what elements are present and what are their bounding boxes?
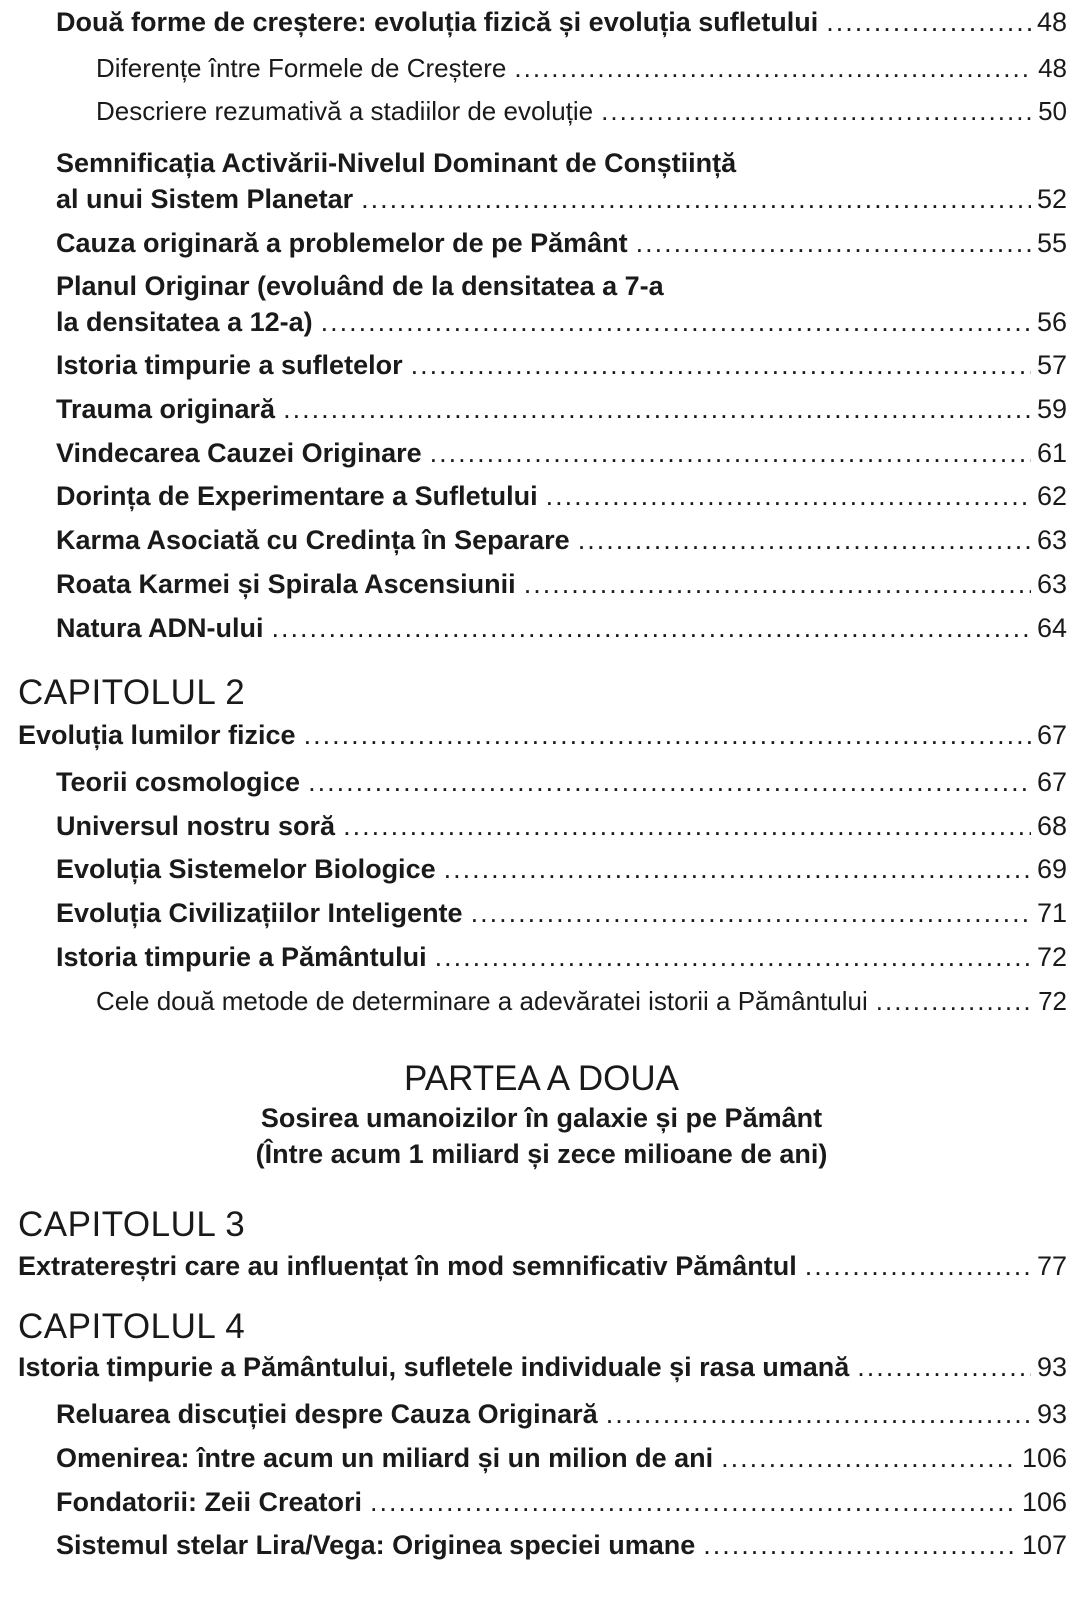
toc-entry-title: Teorii cosmologice: [56, 767, 301, 797]
toc-leader-dots: [272, 610, 1031, 646]
toc-entry-title: Roata Karmei și Spirala Ascensiunii: [56, 569, 516, 599]
toc-entry-page: 63: [1036, 569, 1067, 599]
toc-entry-page: 93: [1036, 1352, 1067, 1382]
toc-entry-page: 77: [1036, 1251, 1067, 1281]
toc-entry-title: Trauma originară: [56, 394, 276, 424]
toc-entry-page: 71: [1036, 898, 1067, 928]
toc-leader-dots: [370, 1484, 1016, 1520]
toc-entry-title: Extratereștri care au influențat în mod semnificativ Pământul: [18, 1251, 797, 1281]
chapter-heading: CAPITOLUL 2: [18, 673, 246, 712]
toc-entry-title: Istoria timpurie a Pământului: [56, 942, 427, 972]
toc-entry-title: Evoluția Civilizațiilor Inteligente: [56, 898, 463, 928]
toc-chapter-entry[interactable]: [18, 1248, 1067, 1284]
toc-entry[interactable]: [56, 347, 1067, 383]
toc-entry-title: Descriere rezumativă a stadiilor de evoluție: [96, 96, 594, 126]
toc-entry-page: 72: [1036, 942, 1067, 972]
toc-entry[interactable]: [56, 566, 1067, 602]
toc-entry-page: 93: [1036, 1399, 1067, 1429]
toc-entry-title: Omenirea: între acum un miliard și un milion de ani: [56, 1443, 714, 1473]
toc-entry-title: Fondatorii: Zeii Creatori: [56, 1487, 363, 1517]
toc-leader-dots: [304, 717, 1031, 753]
toc-entry-page: 48: [1038, 53, 1067, 83]
toc-entry-title: Evoluția lumilor fizice: [18, 720, 296, 750]
toc-entry[interactable]: [56, 225, 1067, 261]
toc-leader-dots: [721, 1440, 1016, 1476]
toc-entry-page: 67: [1036, 720, 1067, 750]
toc-entry-page: 69: [1036, 854, 1067, 884]
toc-entry[interactable]: [56, 1484, 1067, 1520]
toc-entry[interactable]: [56, 808, 1067, 844]
toc-entry-page: 68: [1036, 811, 1067, 841]
toc-leader-dots: [524, 566, 1031, 602]
toc-entry-title: Dorința de Experimentare a Sufletului: [56, 481, 538, 511]
toc-entry-title: Reluarea discuției despre Cauza Originară: [56, 1399, 598, 1429]
toc-leader-dots: [546, 478, 1031, 514]
toc-entry-page: 48: [1036, 7, 1067, 37]
toc-entry-page: 57: [1036, 350, 1067, 380]
toc-leader-dots: [361, 181, 1031, 217]
toc-leader-dots: [601, 93, 1032, 129]
part-title: PARTEA A DOUA: [404, 1059, 679, 1098]
toc-entry-page: 61: [1036, 438, 1067, 468]
toc-entry-page: 59: [1036, 394, 1067, 424]
toc-leader-dots: [826, 4, 1031, 40]
toc-entry[interactable]: [56, 181, 1067, 217]
toc-entry-title: Diferențe între Formele de Creștere: [96, 53, 507, 83]
toc-entry[interactable]: [56, 4, 1067, 40]
toc-entry-page: 55: [1036, 228, 1067, 258]
toc-entry[interactable]: [56, 478, 1067, 514]
toc-entry-title: Cauza originară a problemelor de pe Pământ: [56, 228, 628, 258]
toc-entry-title: Natura ADN-ului: [56, 613, 264, 643]
toc-entry-title: Istoria timpurie a Pământului, sufletele individuale și rasa umană: [18, 1352, 850, 1382]
toc-leader-dots: [430, 435, 1031, 471]
toc-leader-dots: [857, 1349, 1031, 1385]
toc-entry-title: Istoria timpurie a sufletelor: [56, 350, 403, 380]
toc-leader-dots: [321, 304, 1031, 340]
toc-entry-page: 63: [1036, 525, 1067, 555]
toc-leader-dots: [606, 1396, 1031, 1432]
toc-leader-dots: [471, 895, 1031, 931]
toc-entry[interactable]: [56, 1396, 1067, 1432]
toc-entry-title: Evoluția Sistemelor Biologice: [56, 854, 436, 884]
toc-entry-title: Sistemul stelar Lira/Vega: Originea speciei umane: [56, 1530, 696, 1560]
toc-entry-title: al unui Sistem Planetar: [56, 184, 354, 214]
toc-entry-first-line[interactable]: Planul Originar (evoluând de la densitatea a 7-a: [56, 271, 664, 301]
toc-entry[interactable]: [56, 764, 1067, 800]
toc-chapter-entry[interactable]: [18, 1349, 1067, 1385]
toc-entry-title: Cele două metode de determinare a adevăratei istorii a Pământului: [96, 986, 868, 1016]
toc-entry-first-line[interactable]: Semnificația Activării-Nivelul Dominant de Conștiință: [56, 148, 737, 178]
toc-entry-title: la densitatea a 12-a): [56, 307, 313, 337]
toc-entry-page: 50: [1038, 96, 1067, 126]
toc-entry-page: 62: [1036, 481, 1067, 511]
toc-entry-title: Karma Asociată cu Credința în Separare: [56, 525, 570, 555]
part-subtitle: Sosirea umanoizilor în galaxie și pe Pământ: [260, 1103, 823, 1133]
toc-leader-dots: [578, 522, 1031, 558]
toc-entry-title: Universul nostru soră: [56, 811, 336, 841]
toc-entry[interactable]: [56, 391, 1067, 427]
toc-entry[interactable]: [56, 1527, 1067, 1563]
toc-subentry[interactable]: [96, 50, 1067, 86]
toc-leader-dots: [411, 347, 1031, 383]
toc-leader-dots: [636, 225, 1031, 261]
toc-leader-dots: [283, 391, 1031, 427]
toc-leader-dots: [444, 851, 1031, 887]
chapter-heading: CAPITOLUL 3: [18, 1205, 246, 1244]
toc-entry[interactable]: [56, 304, 1067, 340]
toc-entry[interactable]: [56, 1440, 1067, 1476]
part-subtitle-dates: (Între acum 1 miliard și zece milioane de ani): [255, 1139, 828, 1169]
toc-entry-page: 106: [1021, 1443, 1067, 1473]
toc-leader-dots: [435, 939, 1031, 975]
toc-entry[interactable]: [56, 435, 1067, 471]
toc-subentry[interactable]: [96, 983, 1067, 1019]
toc-entry-page: 52: [1036, 184, 1067, 214]
toc-entry-page: 107: [1021, 1530, 1067, 1560]
chapter-heading: CAPITOLUL 4: [18, 1307, 246, 1346]
toc-chapter-entry[interactable]: [18, 717, 1067, 753]
toc-leader-dots: [876, 983, 1032, 1019]
toc-entry-page: 67: [1036, 767, 1067, 797]
toc-subentry[interactable]: [96, 93, 1067, 129]
toc-entry[interactable]: [56, 610, 1067, 646]
toc-entry-page: 72: [1038, 986, 1067, 1016]
toc-entry-page: 64: [1036, 613, 1067, 643]
toc-entry-title: Două forme de creștere: evoluția fizică și evoluția sufletului: [56, 7, 819, 37]
toc-entry-page: 106: [1021, 1487, 1067, 1517]
toc-entry[interactable]: [56, 522, 1067, 558]
toc-leader-dots: [514, 50, 1032, 86]
toc-entry-title: Vindecarea Cauzei Originare: [56, 438, 422, 468]
toc-leader-dots: [308, 764, 1031, 800]
toc-leader-dots: [343, 808, 1031, 844]
toc-entry[interactable]: [56, 851, 1067, 887]
toc-entry[interactable]: [56, 895, 1067, 931]
toc-entry[interactable]: [56, 939, 1067, 975]
toc-entry-page: 56: [1036, 307, 1067, 337]
toc-leader-dots: [703, 1527, 1016, 1563]
toc-leader-dots: [805, 1248, 1031, 1284]
